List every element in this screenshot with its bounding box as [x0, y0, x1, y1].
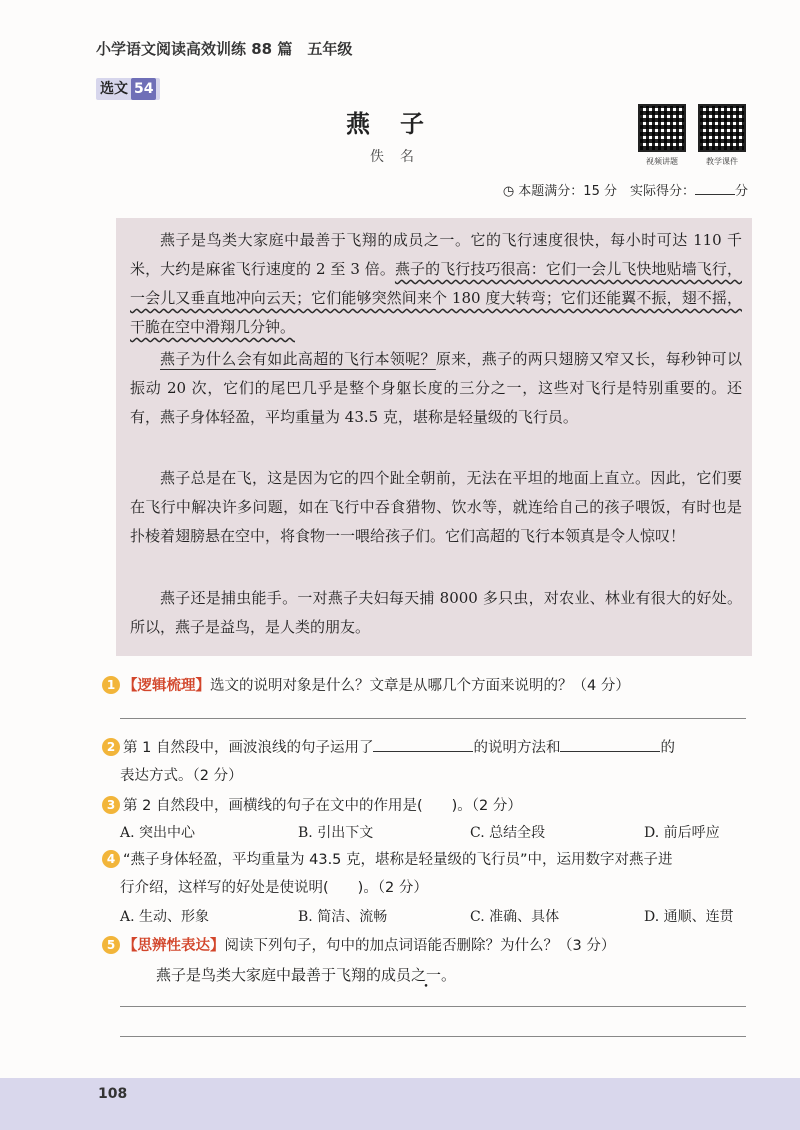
quoted-sentence	[156, 964, 456, 985]
page-number: 108	[98, 1086, 128, 1102]
blank-field[interactable]	[373, 735, 473, 752]
answer-line[interactable]	[120, 1036, 746, 1037]
question-2	[102, 734, 762, 762]
score-text: ◷ 本题满分：15 分 实际得分：	[502, 184, 695, 199]
passage-paragraph-3: 燕子总是在飞，这是因为它的四个趾全朝前，无法在平坦的地面上直立。因此，它们要在飞行中解决许多问题，如在飞行中吞食猎物、饮水等，就连给自己的孩子喂饭，有时也是扑棱着翅膀悬在空中，将食物一一喂给孩子们。它们高超的飞行本领真是令人惊叹！	[130, 469, 742, 545]
question-number: 2	[102, 738, 120, 756]
option-c[interactable]: C. 准确、具体	[470, 909, 560, 925]
question-5	[102, 932, 762, 960]
question-text: 选文的说明对象是什么？文章是从哪几个方面来说明的？（4 分）	[210, 678, 630, 694]
option-b[interactable]: B. 简洁、流畅	[298, 909, 388, 925]
passage-paragraph-1	[130, 226, 742, 342]
option-c[interactable]: C. 总结全段	[470, 825, 546, 841]
question-number: 3	[102, 796, 120, 814]
blank-field[interactable]	[560, 735, 660, 752]
question-text: 第 2 自然段中，画横线的句子在文中的作用是( )。（2 分）	[123, 798, 522, 814]
question-4	[102, 846, 762, 874]
option-a[interactable]: A. 生动、形象	[120, 909, 210, 925]
question-number: 5	[102, 936, 120, 954]
answer-line[interactable]	[120, 718, 746, 719]
question-text: 的说明方法和	[473, 740, 561, 756]
qr-label-video: 视频讲题	[646, 157, 678, 166]
sentence-end: 。	[441, 966, 457, 984]
p1-wavy-sentence: 燕子的飞行技巧很高：它们一会儿飞快地贴墙飞行，一会儿又垂直地冲向云天；它们能够突然间来个 180 度大转弯；它们还能翼不振，翅不摇，干脆在空中滑翔几分钟。	[130, 260, 742, 336]
question-text: “燕子身体轻盈，平均重量为 43.5 克，堪称是轻量级的飞行员”中，运用数字对燕子进	[123, 852, 673, 868]
question-number: 1	[102, 676, 120, 694]
question-2-continued: 表达方式。（2 分）	[120, 768, 243, 784]
question-4-continued: 行介绍，这样写的好处是使说明( )。（2 分）	[120, 880, 428, 896]
sentence-text: 燕子是鸟类大家庭中最善于飞翔的成员	[156, 966, 412, 984]
score-unit: 分	[734, 184, 748, 199]
passage-paragraph-2	[130, 345, 742, 432]
answer-line[interactable]	[120, 1006, 746, 1007]
passage-tag	[96, 78, 160, 100]
option-a[interactable]: A. 突出中心	[120, 825, 196, 841]
tag-number: 54	[131, 78, 156, 100]
score-blank[interactable]	[695, 182, 735, 195]
question-text: 第 1 自然段中，画波浪线的句子运用了	[123, 740, 374, 756]
qr-label-courseware: 教学课件	[706, 157, 738, 166]
p2-text: 原来，燕子的两只翅膀又窄又长，每秒钟可以振动 20 次，它们的尾巴几乎是整个身躯长度的三分之一，这些对飞行是特别重要的。还有，燕子身体轻盈，平均重量为 43.5 克，堪称是轻量级的飞行员。	[130, 350, 742, 426]
article-title: 燕子	[346, 109, 454, 138]
dotted-word: 之一	[411, 966, 442, 984]
question-1	[102, 672, 762, 700]
question-tag: 【思辨性表达】	[123, 938, 225, 954]
question-text: 的	[660, 740, 675, 756]
question-number: 4	[102, 850, 120, 868]
question-tag: 【逻辑梳理】	[123, 678, 210, 694]
option-d[interactable]: D. 通顺、连贯	[644, 909, 734, 925]
p1-text: 燕子是鸟类大家庭中最善于飞翔的成员之一。它的飞行速度很快，每小时可达 110 千米，大约是麻雀飞行速度的 2 至 3 倍。	[130, 231, 742, 278]
article-author: 佚名	[370, 149, 430, 165]
qr-code-icon[interactable]	[698, 104, 746, 152]
passage-paragraph-4: 燕子还是捕虫能手。一对燕子夫妇每天捕 8000 多只虫，对农业、林业有很大的好处。所以，燕子是益鸟，是人类的朋友。	[130, 589, 742, 636]
question-3	[102, 792, 762, 820]
book-title: 小学语文阅读高效训练 88 篇 五年级	[96, 40, 353, 58]
option-d[interactable]: D. 前后呼应	[644, 825, 720, 841]
option-b[interactable]: B. 引出下文	[298, 825, 374, 841]
tag-label: 选文	[100, 81, 128, 97]
p2-underlined-sentence: 燕子为什么会有如此高超的飞行本领呢？	[160, 350, 436, 368]
question-text: 阅读下列句子，句中的加点词语能否删除？为什么？（3 分）	[224, 938, 616, 954]
score-line	[503, 180, 748, 199]
qr-code-icon[interactable]	[638, 104, 686, 152]
